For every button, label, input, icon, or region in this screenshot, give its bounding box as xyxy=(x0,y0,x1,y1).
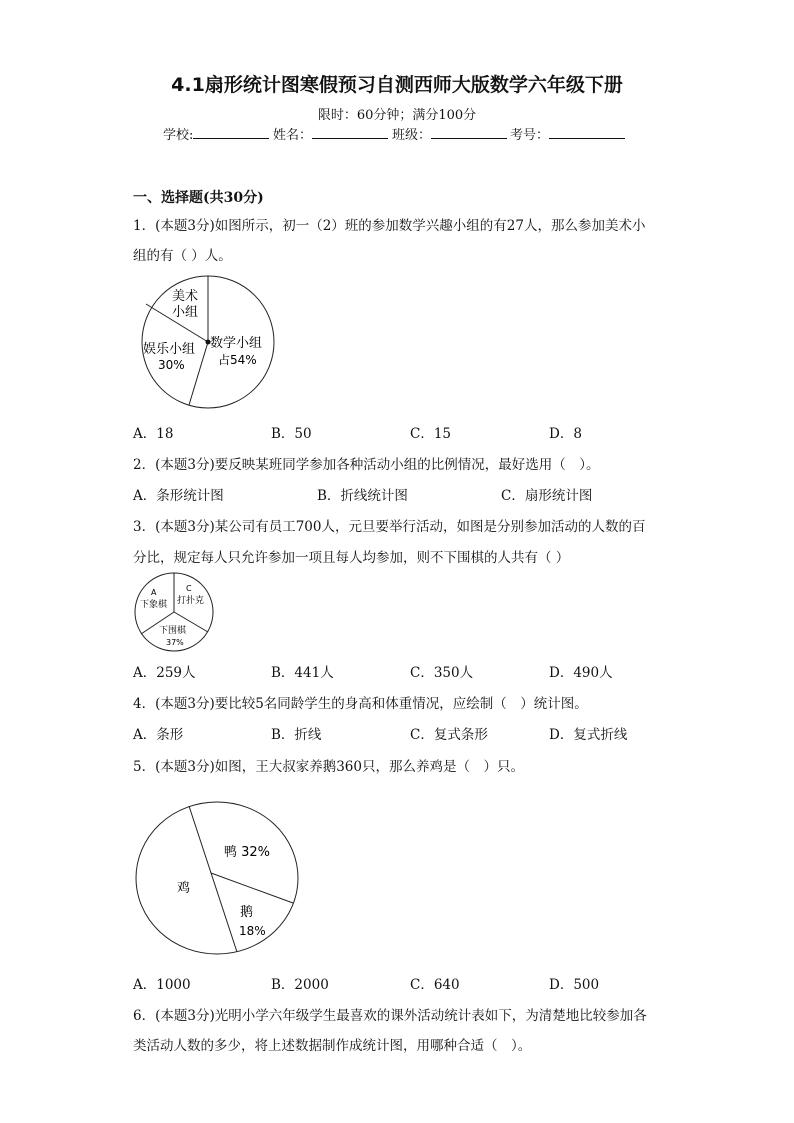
q1-option-a[interactable]: A．18 xyxy=(133,426,174,442)
q1-option-b[interactable]: B．50 xyxy=(271,426,312,442)
q5-pie-divider-goose xyxy=(211,873,293,903)
q6-text-line1: 6．(本题3分)光明小学六年级学生最喜欢的课外活动统计表如下，为清楚地比较参加各 xyxy=(133,1008,647,1024)
time-limit: 限时：60分钟；满分100分 xyxy=(317,108,477,123)
q4-option-a[interactable]: A．条形 xyxy=(133,727,184,743)
q1-label-math-2: 占54% xyxy=(218,353,257,367)
q2-option-a[interactable]: A．条形统计图 xyxy=(133,488,224,504)
exam-number-label: 考号： xyxy=(510,128,550,143)
q5-label-goose-2: 18% xyxy=(239,924,266,938)
class-field xyxy=(392,124,507,143)
name-blank xyxy=(312,125,388,139)
q1-label-math-1: 数学小组 xyxy=(210,336,263,351)
q3-label-b-2: 37% xyxy=(166,638,184,647)
q5-text: 5．(本题3分)如图，王大叔家养鹅360只，那么养鸡是（ ）只。 xyxy=(133,759,524,775)
page-title: 4.1扇形统计图寒假预习自测西师大版数学六年级下册 xyxy=(171,74,623,96)
q4-option-d[interactable]: D．复式折线 xyxy=(549,727,628,743)
q3-pie-chart xyxy=(133,572,215,654)
q5-pie-outline xyxy=(136,802,298,954)
q2-text: 2．(本题3分)要反映某班同学参加各种活动小组的比例情况，最好选用（ ）。 xyxy=(133,457,600,473)
exam-number-blank xyxy=(549,125,625,139)
q3-label-c-2: 打扑克 xyxy=(177,596,205,606)
q1-pie-chart xyxy=(132,274,282,414)
school-label: 学校: xyxy=(163,128,194,143)
q5-option-a[interactable]: A．1000 xyxy=(133,977,191,993)
q2-option-c[interactable]: C．扇形统计图 xyxy=(501,488,593,504)
q5-label-chicken: 鸡 xyxy=(177,881,191,896)
q3-label-b-1: 下围棋 xyxy=(159,626,187,636)
q3-option-c[interactable]: C．350人 xyxy=(410,665,474,681)
q5-label-goose-1: 鹅 xyxy=(240,905,254,920)
school-blank xyxy=(193,125,269,139)
q1-option-d[interactable]: D．8 xyxy=(549,426,582,442)
class-blank xyxy=(431,125,507,139)
q4-option-c[interactable]: C．复式条形 xyxy=(410,727,488,743)
q5-option-b[interactable]: B．2000 xyxy=(271,977,329,993)
q3-label-a-1: A xyxy=(151,588,157,597)
q3-option-b[interactable]: B．441人 xyxy=(271,665,334,681)
q3-text-line2: 分比，规定每人只允许参加一项且每人均参加，则不下围棋的人共有（ ） xyxy=(133,550,570,566)
q3-text-line1: 3．(本题3分)某公司有员工700人，元旦要举行活动，如图是分别参加活动的人数的百 xyxy=(133,519,646,535)
school-field xyxy=(163,124,269,143)
q1-label-ent-1: 娱乐小组 xyxy=(143,342,196,357)
q1-text-line1: 1．(本题3分)如图所示，初一（2）班的参加数学兴趣小组的有27人，那么参加美术小 xyxy=(133,218,646,234)
q1-text-line2: 组的有（ ）人。 xyxy=(133,248,232,264)
q6-text-line2: 类活动人数的多少，将上述数据制作成统计图，用哪种合适（ ）。 xyxy=(133,1038,532,1054)
q3-option-d[interactable]: D．490人 xyxy=(549,665,613,681)
class-label: 班级： xyxy=(392,128,432,143)
q5-pie-divider-main xyxy=(189,806,237,952)
q5-label-duck: 鸭 32% xyxy=(224,845,271,860)
q2-option-b[interactable]: B．折线统计图 xyxy=(317,488,408,504)
q1-option-c[interactable]: C．15 xyxy=(410,426,452,442)
q5-option-c[interactable]: C．640 xyxy=(410,977,460,993)
q5-option-d[interactable]: D．500 xyxy=(549,977,600,993)
name-label: 姓名： xyxy=(273,128,313,143)
q3-option-a[interactable]: A．259人 xyxy=(133,665,196,681)
q4-option-b[interactable]: B．折线 xyxy=(271,727,322,743)
q4-text: 4．(本题3分)要比较5名同龄学生的身高和体重情况，应绘制（ ）统计图。 xyxy=(133,696,588,712)
exam-number-field xyxy=(510,124,625,143)
section-title: 一、选择题(共30分) xyxy=(133,190,264,206)
name-field xyxy=(273,124,388,143)
q3-label-a-2: 下象棋 xyxy=(140,600,168,610)
q1-label-ent-2: 30% xyxy=(158,358,185,372)
q1-label-art-1: 美术 xyxy=(172,289,199,304)
q3-label-c-1: C xyxy=(186,584,192,593)
q5-pie-chart xyxy=(134,800,302,958)
q1-label-art-2: 小组 xyxy=(172,305,199,320)
